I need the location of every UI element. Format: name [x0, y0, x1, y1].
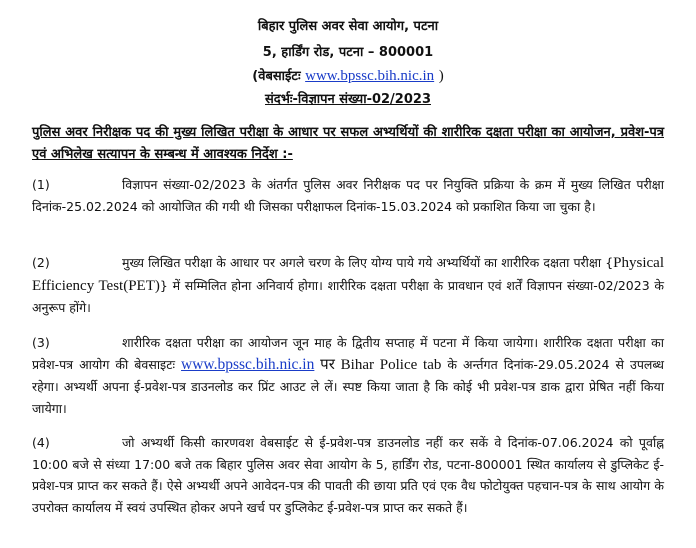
- reference-line: संदर्भः-विज्ञापन संख्या-02/2023: [265, 92, 431, 107]
- paragraph-1: [32, 174, 664, 217]
- paragraph-number: (4): [32, 435, 50, 450]
- paragraph-2: [32, 252, 664, 319]
- paragraph-3: [32, 332, 664, 419]
- paragraph-number: (2): [32, 255, 50, 270]
- org-name: बिहार पुलिस अवर सेवा आयोग, पटना: [257, 19, 439, 34]
- paragraph-number: (1): [32, 177, 50, 192]
- paragraph-text-cont: } में सम्मिलित होना अनिवार्य होगा। शारीरिक दक्षता परीक्षा के प्रावधान एवं शर्तें विज्ञापन संख्या-02/2023 के अनुरूप होंगे।: [32, 277, 664, 315]
- website-link[interactable]: www.bpssc.bih.nic.in: [305, 68, 435, 84]
- website-line: [0, 67, 696, 86]
- paragraph-website-link[interactable]: www.bpssc.bih.nic.in: [181, 355, 315, 373]
- bihar-police-tab-text: Bihar Police tab: [340, 356, 442, 373]
- paragraph-text: विज्ञापन संख्या-02/2023 के अंतर्गत पुलिस अवर निरीक्षक पद पर नियुक्ति प्रक्रिया के क्रम में मुख्य लिखित परीक्षा दिनांक-25.02.2024 को आयोजित की गयी थी जिसका परीक्षाफल दिनांक-15.03.2024 को प्रकाशित किया जा चुका है।: [32, 177, 664, 214]
- paragraph-text-cont: के अर्न्तगत दिनांक-29.05.2024 से उपलब्ध रहेगा। अभ्यर्थी अपना ई-प्रवेश-पत्र डाउनलोड कर प्रिंट आउट ले लें। स्पष्ट किया जाता है कि कोई भी प्रवेश-पत्र डाक द्वारा प्रेषित नहीं किया जायेगा।: [32, 356, 665, 416]
- website-prefix: (वेबसाईटः: [252, 69, 301, 84]
- paragraph-4: [32, 432, 664, 518]
- website-suffix: ): [438, 68, 444, 84]
- paragraph-text-on: पर: [314, 356, 341, 373]
- paragraph-number: (3): [32, 335, 50, 350]
- org-address: 5, हार्डिंग रोड, पटना – 800001: [262, 45, 434, 60]
- paragraph-text: शारीरिक दक्षता परीक्षा का आयोजन जून माह के द्वितीय सप्ताह में पटना में किया जायेगा। शारीरिक दक्षता परीक्षा का प्रवेश-पत्र आयोग की बेवसाइटः: [32, 335, 664, 372]
- notice-subject: पुलिस अवर निरीक्षक पद की मुख्य लिखित परीक्षा के आधार पर सफल अभ्यर्थियों की शारीरिक दक्षता परीक्षा का आयोजन, प्रवेश-पत्र एवं अभिलेख सत्यापन के सम्बन्ध में आवश्यक निर्देश :-: [32, 125, 664, 162]
- paragraph-text: जो अभ्यर्थी किसी कारणवश वेबसाईट से ई-प्रवेश-पत्र डाउनलोड नहीं कर सकें वे दिनांक-07.06.2024 को पूर्वाह्न 10:00 बजे से संध्या 17:00 बजे तक बिहार पुलिस अवर सेवा आयोग के 5, हार्डिंग रोड, पटना-800001 स्थित कार्यालय से डुप्लिकेट ई-प्रवेश-पत्र प्राप्त कर सकते हैं। ऐसे अभ्यर्थी अपने आवेदन-पत्र की पावती की छाया प्रति एवं एक वैध फोटोयुक्त पहचान-पत्र के साथ आयोग के उपरोक्त कार्यालय में स्वयं उपस्थित होकर अपने खर्च पर डुप्लिकेट ई-प्रवेश-पत्र प्राप्त कर सकते हैं।: [32, 435, 664, 515]
- paragraph-text: मुख्य लिखित परीक्षा के आधार पर अगले चरण के लिए योग्य पाये गये अभ्यर्थियों का शारीरिक दक्षता परीक्षा {: [122, 255, 614, 270]
- pet-english-text: Physical Efficiency Test(PET): [32, 255, 664, 294]
